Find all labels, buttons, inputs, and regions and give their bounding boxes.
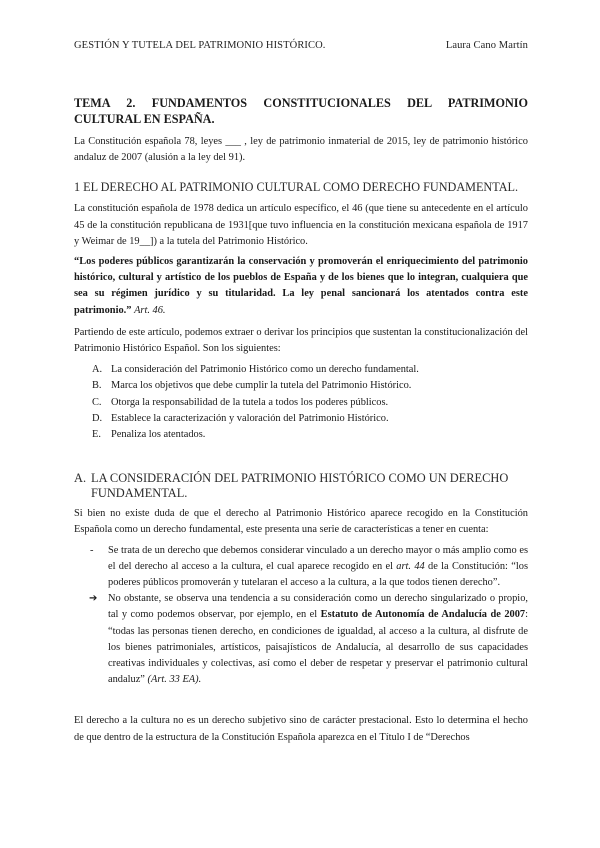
list-item-text: Otorga la responsabilidad de la tutela a todos los poderes públicos. [111,396,389,408]
section-a-heading [74,471,528,500]
bullet-text: Se trata de un derecho que debemos considerar vinculado a un derecho mayor o más amplio como es el del derecho al acceso a la cultura, el cual aparece recogido en el [108,544,528,572]
list-marker: A. [92,364,103,376]
section-1-heading: 1 EL DERECHO AL PATRIMONIO CULTURAL COMO DERECHO FUNDAMENTAL. [74,180,518,195]
list-marker: E. [92,429,101,441]
list-item [92,362,528,378]
dash-bullet: - [90,544,94,556]
bullet-text: No obstante, se observa una tendencia a su consideración como un derecho singularizado o propio, tal y como podemos observar, por ejemplo, en el [108,593,528,621]
topic-title: TEMA 2. FUNDAMENTOS CONSTITUCIONALES DEL PATRIMONIO CULTURAL EN ESPAÑA. [74,96,528,126]
intro-paragraph: La Constitución española 78, leyes ___ , ley de patrimonio inmaterial de 2015, ley de patrimonio histórico andaluz de 2007 (alusión a la ley del 91). [74,136,528,164]
list-item-text: Marca los objetivos que debe cumplir la tutela del Patrimonio Histórico. [111,380,412,392]
principles-intro: Partiendo de este artículo, podemos extraer o derivar los principios que sustentan la constitucionalización del Patrimonio Histórico Español. Son los siguientes: [74,326,528,355]
header-course-title: GESTIÓN Y TUTELA DEL PATRIMONIO HISTÓRICO. [74,40,326,51]
list-item-text: Establece la caracterización y valoración del Patrimonio Histórico. [111,412,389,424]
spacer [74,688,528,713]
list-item-text: Penaliza los atentados. [111,429,206,441]
list-item [74,591,528,688]
section-a-paragraph: Si bien no existe duda de que el derecho al Patrimonio Histórico aparece recogido en la Constitución Española como un derecho fundamental, este presenta una serie de características a tener en cuenta: [74,508,528,536]
list-item [92,411,528,427]
quote-reference: Art. 46. [134,304,166,316]
bullet-text: de la Constitución: “los poderes públicos promoverán y tutelaran el acceso a la cultura, a la que todos tienen derecho”. [108,560,528,589]
document-body [74,95,528,746]
list-item [74,543,528,592]
arrow-bullet-icon: ➔ [89,593,98,605]
list-marker: D. [92,412,103,424]
statute-name: Estatuto de Autonomía de Andalucía de 2007 [320,609,526,621]
characteristics-list [74,543,528,689]
list-item [92,395,528,411]
list-marker: C. [92,396,102,408]
section-1-paragraph: La constitución española de 1978 dedica un artículo específico, el 46 (que tiene su antecedente en el artículo 45 de la constitución republicana de 1931[que tuvo influencia en la constitución mexicana española de 1917 y Weimar de 19__]) a la tutela del Patrimonio Histórico. [74,203,528,247]
article-reference: art. 44 [396,560,425,572]
header-author: Laura Cano Martín [445,40,528,51]
article-reference: (Art. 33 EA). [144,674,202,686]
list-marker: B. [92,380,102,392]
list-item-text: La consideración del Patrimonio Histórico como un derecho fundamental. [111,364,419,376]
section-a-marker: A. [74,471,87,486]
article-46-quote [74,254,528,319]
quote-text: “Los poderes públicos garantizarán la conservación y promoverán el enriquecimiento del patrimonio histórico, cultural y artístico de los pueblos de España y de los bienes que lo integran, cualquiera que sea su régimen jurídico y su titularidad. La ley penal sancionará los atentados contra este patrimonio.” [74,256,528,316]
principles-list [74,362,528,443]
list-item [92,378,528,394]
bullet-text: : “todas las personas tienen derecho, en condiciones de igualdad, al acceso a la cultura, al disfrute de los bienes patrimoniales, artísticos, paisajísticos de Andalucía, al desarrollo de sus capacidades creativas individuales y colectivas, así como el deber de respetar y preservar el patrimonio cultural andaluz” [108,609,528,686]
closing-paragraph: El derecho a la cultura no es un derecho subjetivo sino de carácter prestacional. Esto lo determina el hecho de que dentro de la estructura de la Constitución Española aparezca en el Título I de “Derechos [74,715,528,743]
section-a-title: LA CONSIDERACIÓN DEL PATRIMONIO HISTÓRICO COMO UN DERECHO FUNDAMENTAL. [91,471,509,500]
list-item [92,427,528,443]
